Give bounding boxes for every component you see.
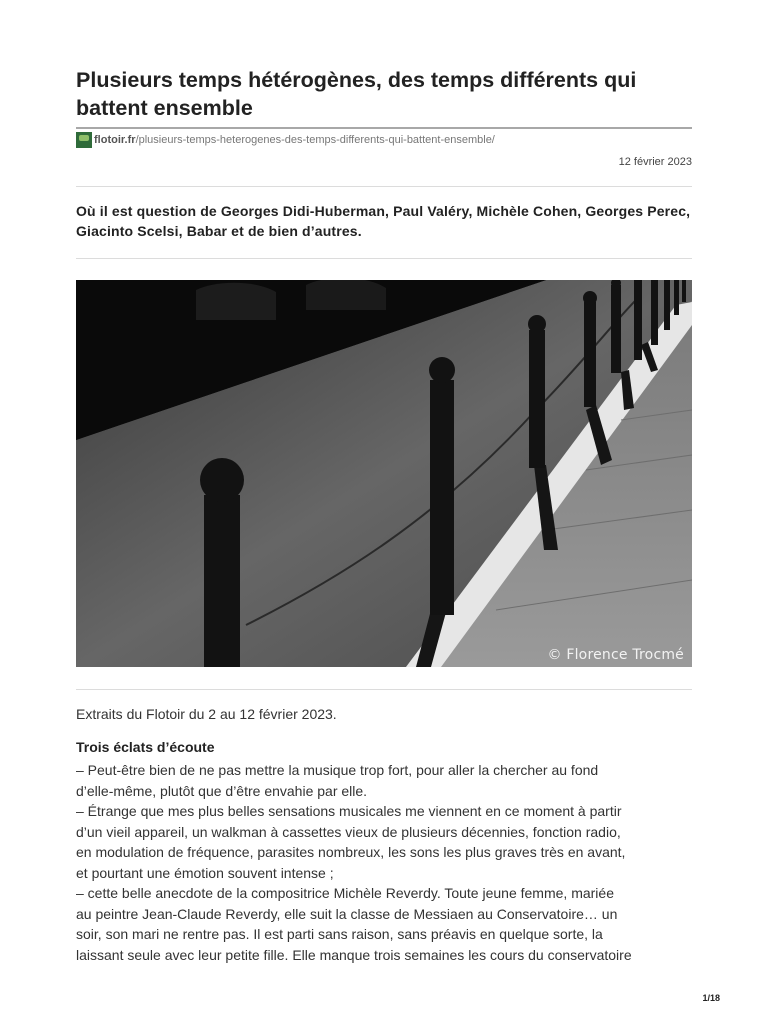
- body-line: soir, son mari ne rentre pas. Il est parti sans raison, sans préavis en quelque sorte, la: [76, 926, 603, 942]
- title-divider: [76, 127, 692, 129]
- section-heading: Trois éclats d’écoute: [76, 739, 215, 755]
- bollard: [634, 280, 642, 360]
- divider: [76, 186, 692, 187]
- body-line: laissant seule avec leur petite fille. Elle manque trois semaines les cours du conservatoire: [76, 946, 632, 963]
- photo-credit: © Florence Trocmé: [547, 647, 684, 663]
- body-line: d’un vieil appareil, un walkman à cassettes vieux de plusieurs décennies, fonction radio,: [76, 823, 621, 840]
- body-line: – cette belle anecdote de la compositrice Michèle Reverdy. Toute jeune femme, mariée: [76, 885, 614, 901]
- bollard: [529, 330, 545, 468]
- divider: [76, 258, 692, 259]
- body-line: – Étrange que mes plus belles sensations musicales me viennent en ce moment à partir: [76, 803, 622, 819]
- article-title: Plusieurs temps hétérogènes, des temps différents qui battent ensemble: [76, 68, 637, 120]
- body-line: et pourtant une émotion souvent intense ;: [76, 864, 334, 881]
- body-line: au peintre Jean-Claude Reverdy, elle suit la classe de Messiaen au Conservatoire… un: [76, 905, 618, 922]
- bollard: [651, 280, 658, 345]
- bollard: [674, 280, 679, 315]
- bollard: [429, 357, 455, 383]
- source-path[interactable]: /plusieurs-temps-heterogenes-des-temps-differents-qui-battent-ensemble/: [135, 134, 495, 146]
- bollard: [611, 285, 621, 373]
- body-line: en modulation de fréquence, parasites nombreux, les sons les plus graves très en avant,: [76, 844, 626, 860]
- source-domain[interactable]: flotoir.fr: [94, 134, 136, 146]
- bollard: [430, 380, 454, 615]
- car-silhouette: [306, 280, 386, 310]
- car-silhouette: [196, 283, 276, 320]
- bollards-photo: [76, 280, 692, 667]
- bollard: [528, 315, 546, 333]
- article-lead: Où il est question de Georges Didi-Huberman, Paul Valéry, Michèle Cohen, Georges Perec, Giacinto Scelsi, Babar et de bien d’autres.: [76, 203, 691, 239]
- page-number: 1/18: [702, 993, 720, 1003]
- bollard: [583, 291, 597, 305]
- flotoir-favicon-icon: [76, 132, 92, 148]
- bollard: [204, 495, 240, 667]
- bollard: [664, 280, 670, 330]
- publication-date: 12 février 2023: [618, 156, 692, 168]
- bollard: [200, 458, 244, 502]
- body-line: d’elle-même, plutôt que d’être envahie par elle.: [76, 782, 368, 799]
- body-line: – Peut-être bien de ne pas mettre la musique trop fort, pour aller la chercher au fond: [76, 762, 599, 778]
- bollard: [682, 280, 686, 302]
- intro-text: Extraits du Flotoir du 2 au 12 février 2023.: [76, 706, 337, 722]
- divider: [76, 689, 692, 690]
- source-url[interactable]: [76, 132, 495, 148]
- body-text: [76, 760, 716, 965]
- bollard: [584, 302, 596, 407]
- bollards-photo-graphic: [76, 280, 692, 667]
